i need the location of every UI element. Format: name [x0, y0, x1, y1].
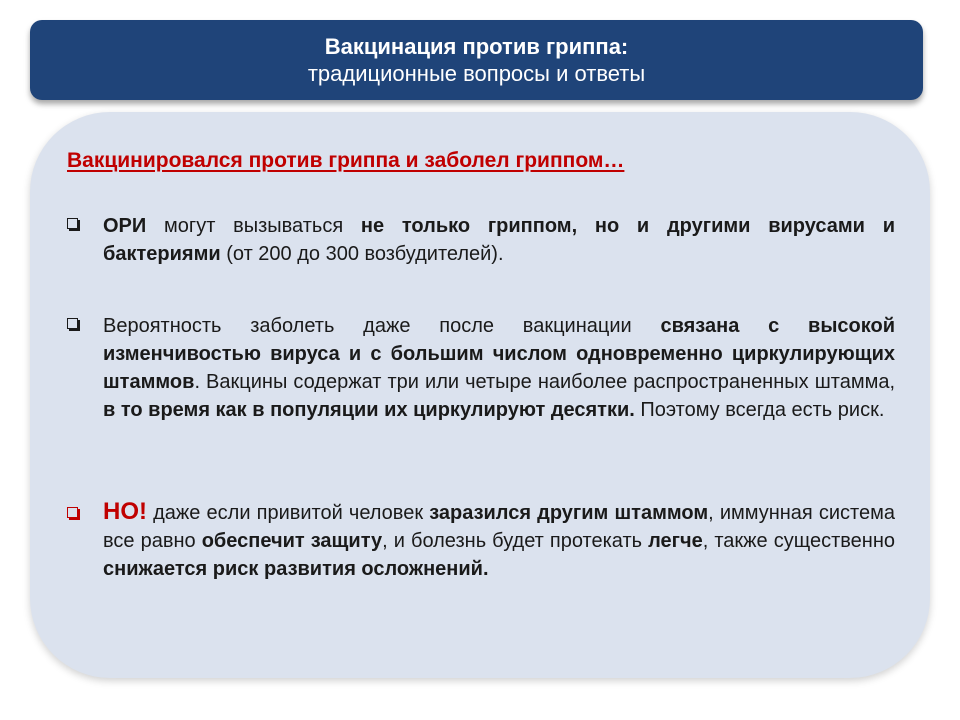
bullet-1-part-2: могут вызываться [146, 215, 361, 237]
bullet-2-part-4: в то время как в популяции их циркулируют десятки. [103, 399, 635, 421]
bullet-text-1 [103, 212, 895, 268]
slide-subtitle: традиционные вопросы и ответы [307, 61, 646, 86]
bullet-text-2 [103, 312, 895, 424]
slide-header [30, 20, 923, 100]
checkbox-bullet-icon [67, 507, 78, 518]
bullet-3-part-9: снижается риск развития осложнений. [103, 558, 489, 580]
bullet-3-part-3: заразился другим штаммом [429, 502, 709, 524]
bullet-item-3 [67, 498, 895, 583]
bullet-3-part-1: НО! [103, 498, 147, 525]
bullet-3-part-5: обеспечит защиту [201, 530, 383, 552]
bullet-1-part-3: не только гриппом, но и другими вирусами и бактериями [103, 215, 895, 265]
bullet-3-part-6: , и болезнь будет протекать [382, 530, 649, 552]
checkbox-bullet-icon [67, 318, 78, 329]
checkbox-bullet-icon [67, 218, 78, 229]
bullet-2-part-3: . Вакцины содержат три или четыре наиболее распространенных штамма, [194, 371, 895, 393]
bullet-3-part-4: , иммунная система все равно [103, 502, 895, 552]
bullet-2-part-2: связана с высокой изменчивостью вируса и с большим числом одновременно циркулирующих штаммов [103, 315, 895, 393]
bullet-1-part-1: ОРИ [103, 215, 147, 237]
bullet-item-2 [67, 312, 895, 424]
slide-title: Вакцинация против гриппа: [324, 34, 629, 59]
bullet-2-part-5: Поэтому всегда есть риск. [634, 399, 885, 421]
bullet-item-1 [67, 212, 895, 268]
bullet-2-part-1: Вероятность заболеть даже после вакцинации [103, 315, 661, 337]
bullet-text-3 [103, 498, 895, 583]
bullet-1-part-4: (от 200 до 300 возбудителей). [220, 243, 504, 265]
bullet-3-part-8: , также существенно [702, 530, 895, 552]
question-headline: Вакцинировался против гриппа и заболел гриппом… [67, 149, 625, 172]
bullet-3-part-7: легче [648, 530, 703, 552]
bullet-3-part-2: даже если привитой человек [147, 502, 430, 524]
